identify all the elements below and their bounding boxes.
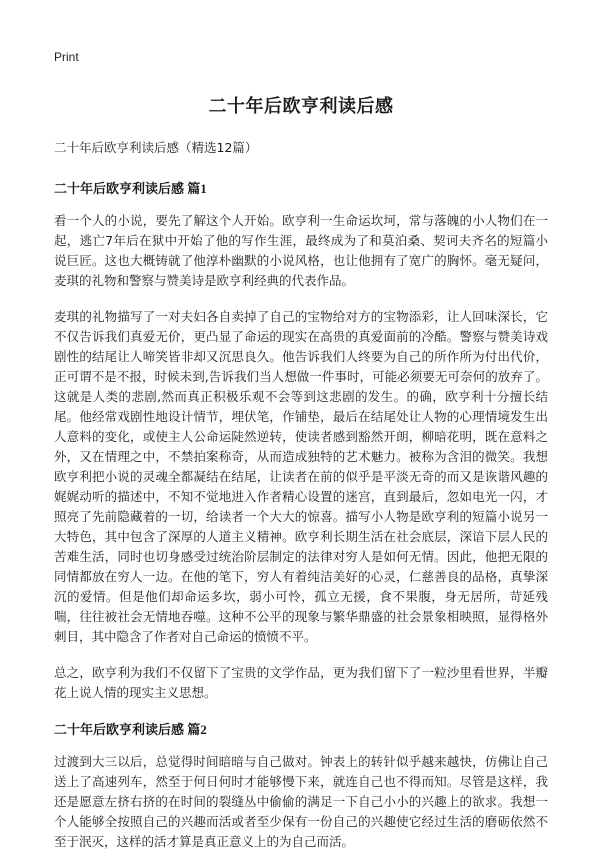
section-2 [54,719,548,852]
paragraph: 麦琪的礼物描写了一对夫妇各自卖掉了自己的宝物给对方的宝物添彩，让人回味深长，它不仅告诉我们真爱无价，更凸显了命运的现实在高贵的真爱面前的冷酷。警察与赞美诗戏剧性的结尾让人啼笑皆非却又沉思良久。他告诉我们人终要为自己的所作所为付出代价，正可谓不是不报，时候未到,告诉我们当人想做一件事时，可能必须要无可奈何的放弃了。这就是人类的悲剧,然而真正积极乐观不会等到这悲剧的发生。的确，欧亨利十分擅长结尾。他经常戏剧性地设计情节，埋伏笔，作铺垫，最后在结尾处让人物的心理情境发生出人意料的变化，或使主人公命运陡然逆转，使读者感到豁然开朗，柳暗花明，既在意料之外，又在情理之中，不禁拍案称奇，从而造成独特的艺术魅力。被称为含泪的微笑。我想欧亨利把小说的灵魂全都凝结在结尾，让读者在前的似乎是平淡无奇的而又是诙谐风趣的娓娓动听的描述中，不知不觉地进入作者精心设置的迷宫，直到最后，忽如电光一闪，才照亮了先前隐藏着的一切，给读者一个大大的惊喜。描写小人物是欧亨利的短篇小说另一大特色，其中包含了深厚的人道主义精神。欧亨利长期生活在社会底层，深谙下层人民的苦难生活，同时也切身感受过统治阶层制定的法律对穷人是如何无情。因此，他把无限的同情都放在穷人一边。在他的笔下，穷人有着纯洁美好的心灵，仁慈善良的品格，真挚深沉的爱情。但是他们却命运多坎，弱小可怜，孤立无援，食不果腹，身无居所，苛延残喘，往往被社会无情地吞噬。这种不公平的现象与繁华鼎盛的社会景象相映照，显得格外刺目，其中隐含了作者对自己命运的愤愤不平。 [54,309,548,644]
section-heading: 二十年后欧亨利读后感 篇2 [54,722,207,737]
section-heading: 二十年后欧亨利读后感 篇1 [54,181,207,196]
paragraph: 总之，欧亨利为我们不仅留下了宝贵的文学作品，更为我们留下了一粒沙里看世界，半瓣花上说人情的现实主义思想。 [54,665,548,700]
paragraph: 过渡到大三以后，总觉得时间暗暗与自己做对。钟表上的转针似乎越来越快，仿佛让自己送上了高速列车，然至于何日何时才能够慢下来，就连自己也不得而知。尽管是这样，我还是愿意左挤右挤的在时间的裂缝丛中偷偷的满足一下自己小小的兴趣上的欲求。我想一个人能够全按照自己的兴趣而活或者至少保有一份自己的兴趣使它经过生活的磨砺依然不至于泯灭，这样的活才算是真正意义上的为自己而活。 [54,754,548,849]
document-title: 二十年后欧亨利读后感 [208,96,394,117]
section-1 [54,178,548,703]
paragraph: 看一个人的小说，要先了解这个人开始。欧亨利一生命运坎坷，常与落魄的小人物们在一起，逃亡7年后在狱中开始了他的写作生涯，最终成为了和莫泊桑、契诃夫齐名的短篇小说巨匠。这也大概铸就了他淳朴幽默的小说风格，也让他拥有了宽广的胸怀。毫无疑问，麦琪的礼物和警察与赞美诗是欧亨利经典的代表作品。 [54,213,548,288]
document-subtitle: 二十年后欧亨利读后感（精选12篇） [54,140,258,155]
print-link[interactable]: Print [54,50,79,64]
